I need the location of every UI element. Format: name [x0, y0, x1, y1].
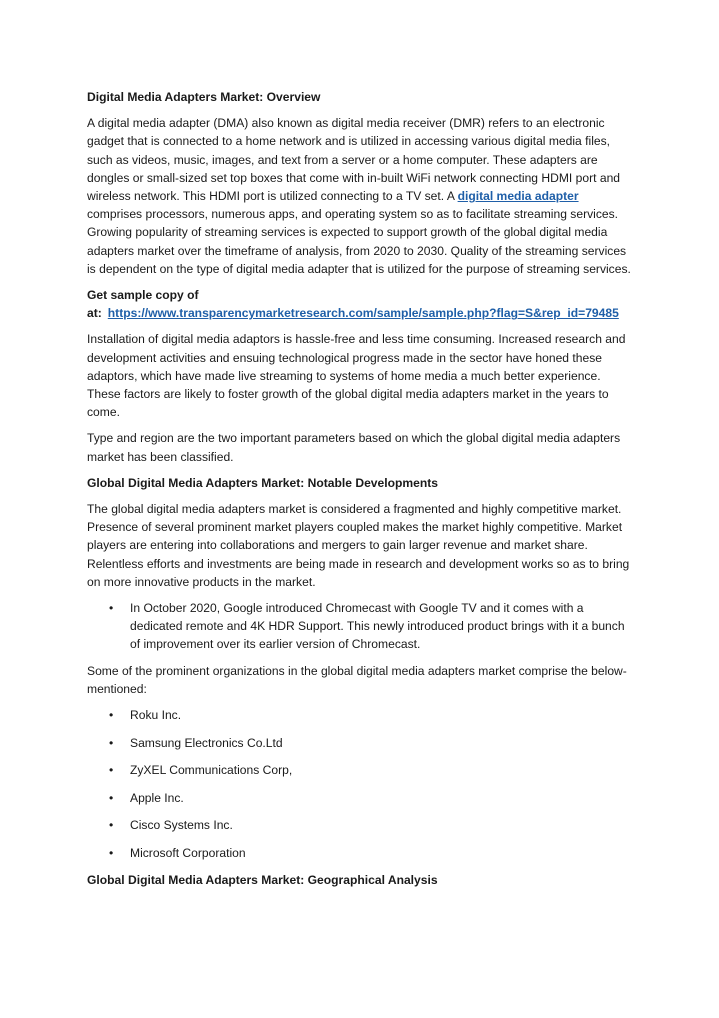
geography-heading: Global Digital Media Adapters Market: Geographical Analysis [87, 873, 438, 888]
overview-text-after-link: comprises processors, numerous apps, and operating system so as to facilitate streaming services. Growing popularity of streaming services is expected to support growth of the global digital media adapters market over the timeframe of analysis, from 2020 to 2030. Quality of the streaming services is dependent on the type of digital media adapter that is utilized for the purpose of streaming services. [87, 207, 631, 276]
developments-bullet-list [87, 599, 635, 654]
list-item [87, 599, 635, 654]
list-item [87, 789, 635, 807]
company-name: ZyXEL Communications Corp, [130, 763, 293, 778]
companies-list [87, 706, 635, 862]
overview-paragraph [87, 114, 635, 278]
developments-paragraph: The global digital media adapters market is considered a fragmented and highly competitive market. Presence of several prominent market players coupled makes the market highly competitive. Market players are entering into collaborations and mergers to gain larger revenue and market share. Relentless efforts and investments are being made in research and development works so as to bring on more innovative products in the market. [87, 502, 630, 589]
companies-intro-paragraph: Some of the prominent organizations in the global digital media adapters market comprise the below-mentioned: [87, 663, 627, 696]
sample-at-label: at: [87, 306, 102, 321]
bullet-icon: • [109, 735, 114, 750]
list-item [87, 816, 635, 834]
bullet-icon: • [109, 790, 114, 805]
bullet-icon: • [109, 845, 114, 860]
developments-heading: Global Digital Media Adapters Market: Notable Developments [87, 475, 439, 490]
bullet-icon: • [109, 818, 114, 833]
sample-url-link[interactable]: https://www.transparencymarketresearch.com/sample/sample.php?flag=S&rep_id=79485 [107, 306, 619, 321]
sample-copy-label: Get sample copy of [87, 288, 199, 303]
digital-media-adapter-link[interactable]: digital media adapter [457, 189, 579, 204]
list-item [87, 761, 635, 779]
company-name: Microsoft Corporation [130, 845, 246, 860]
list-item [87, 734, 635, 752]
document-page [87, 86, 635, 897]
bullet-icon: • [109, 763, 114, 778]
company-name: Apple Inc. [130, 790, 184, 805]
company-name: Samsung Electronics Co.Ltd [130, 735, 283, 750]
development-bullet-text: In October 2020, Google introduced Chromecast with Google TV and it comes with a dedicated remote and 4K HDR Support. This newly introduced product brings with it a bunch of improvement over its earlier version of Chromecast. [130, 601, 625, 652]
sample-copy-block [87, 286, 635, 322]
overview-heading: Digital Media Adapters Market: Overview [87, 90, 321, 104]
company-name: Roku Inc. [130, 708, 182, 723]
list-item [87, 844, 635, 862]
overview-text-before-link: A digital media adapter (DMA) also known as digital media receiver (DMR) refers to an electronic gadget that is connected to a home network and is utilized in accessing various digital media files, such as videos, music, images, and text from a server or a home computer. These adapters are dongles or small-sized set top boxes that come with in-built WiFi network connecting HDMI port and wireless network. This HDMI port is utilized connecting to a TV set. A [87, 116, 621, 204]
bullet-icon: • [109, 601, 114, 616]
list-item [87, 706, 635, 724]
classification-paragraph: Type and region are the two important parameters based on which the global digital media adapters market has been classified. [87, 431, 621, 464]
company-name: Cisco Systems Inc. [130, 818, 233, 833]
bullet-icon: • [109, 708, 114, 723]
installation-paragraph: Installation of digital media adaptors is hassle-free and less time consuming. Increased research and development activities and ensuing technological progress made in the sector have honed these adaptors, which have made live streaming to systems of home media a much better experience. These factors are likely to foster growth of the global digital media adapters market in the years to come. [87, 332, 626, 420]
